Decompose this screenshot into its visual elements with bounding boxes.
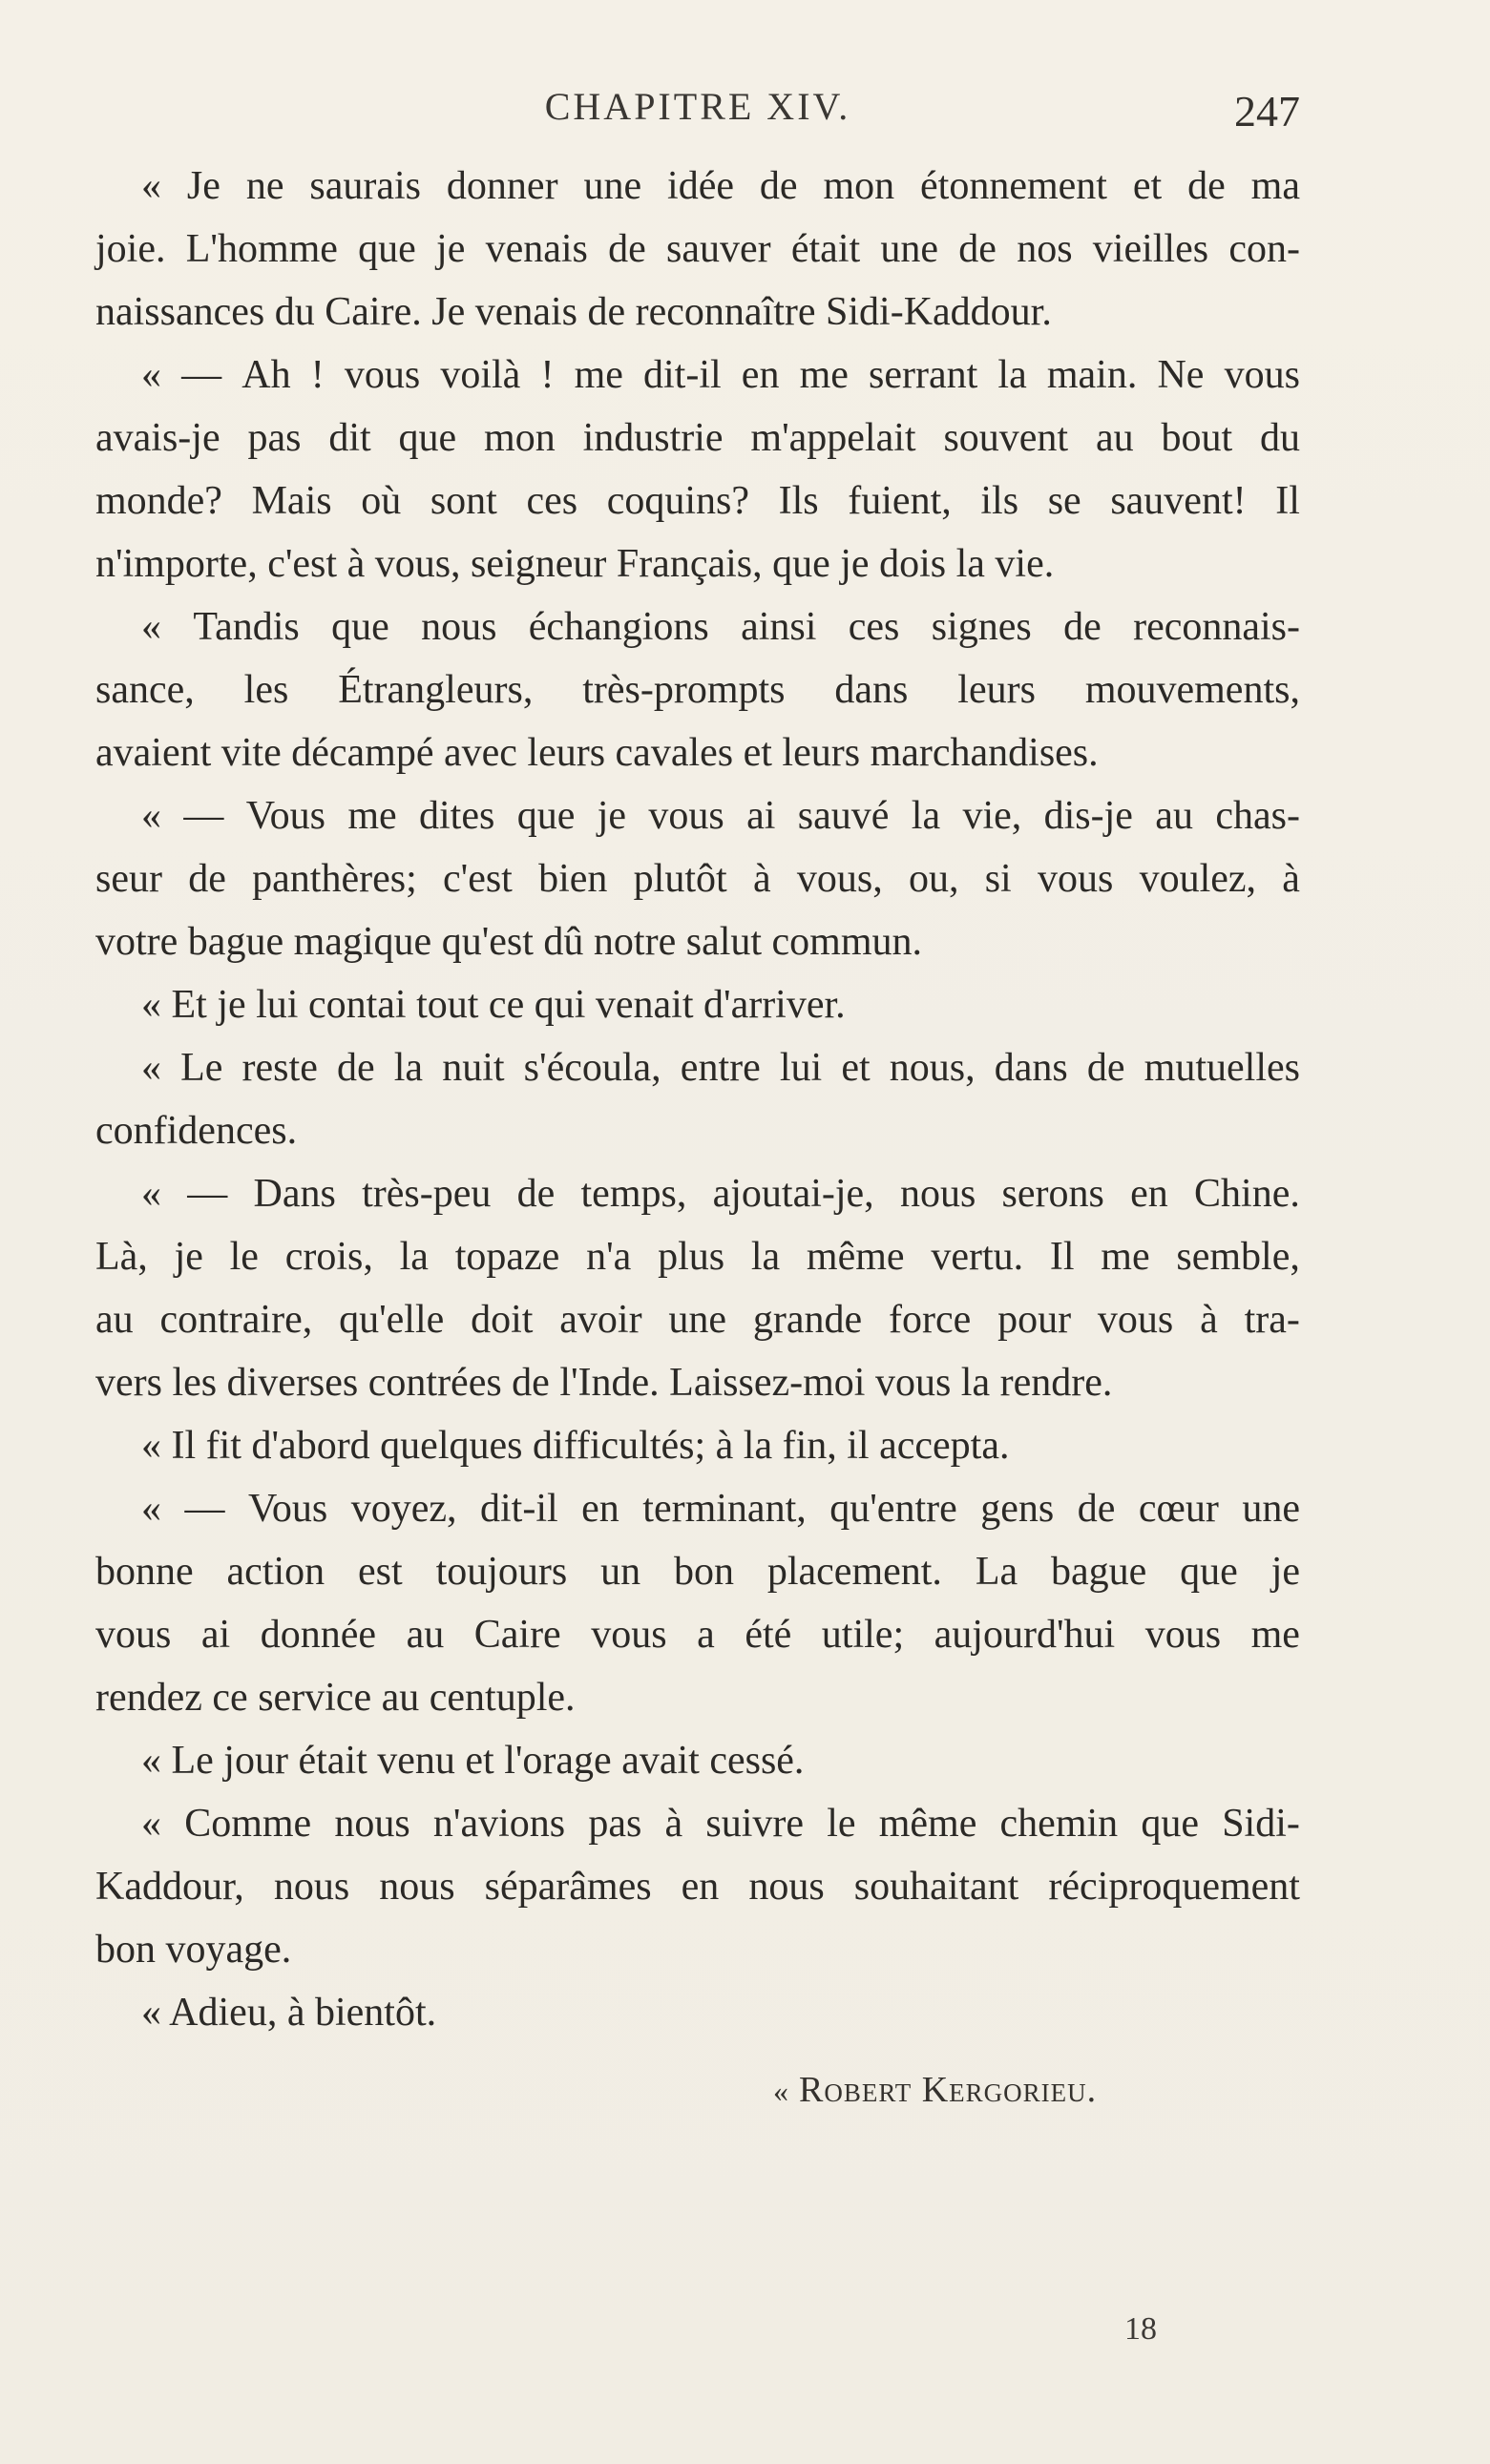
word: que bbox=[1180, 1550, 1238, 1594]
word: serons bbox=[1001, 1172, 1104, 1216]
word: est bbox=[358, 1550, 403, 1594]
word: sont bbox=[430, 479, 497, 523]
word: grande bbox=[752, 1298, 863, 1342]
word: séparâmes bbox=[484, 1865, 652, 1909]
word: fuient, bbox=[848, 479, 952, 523]
letter-signature bbox=[773, 2069, 1097, 2111]
word: saurais bbox=[309, 164, 422, 208]
word: bout bbox=[1161, 416, 1233, 460]
word: idée bbox=[667, 164, 734, 208]
word: ou, bbox=[908, 857, 959, 901]
word: — bbox=[187, 1172, 228, 1216]
word: contraire, bbox=[159, 1298, 313, 1342]
word: que bbox=[516, 794, 576, 838]
word: joie. bbox=[95, 227, 166, 271]
word: sauvent! bbox=[1110, 479, 1247, 523]
word: où bbox=[361, 479, 402, 523]
text-line bbox=[95, 910, 1300, 973]
running-head bbox=[95, 84, 1300, 141]
word: placement. bbox=[766, 1550, 942, 1594]
text-line bbox=[95, 1729, 1300, 1792]
word: donnée bbox=[260, 1613, 377, 1657]
word: mon bbox=[484, 416, 556, 460]
word: une bbox=[880, 227, 939, 271]
word: nous, bbox=[889, 1046, 976, 1090]
word: a bbox=[697, 1613, 715, 1657]
word: du bbox=[1260, 416, 1300, 460]
word: très-peu bbox=[362, 1172, 492, 1216]
text-line bbox=[95, 784, 1300, 847]
word: vous bbox=[591, 1613, 667, 1657]
word: — bbox=[184, 1487, 225, 1531]
word: topaze bbox=[454, 1235, 560, 1279]
word: serrant bbox=[869, 353, 978, 397]
word: la bbox=[393, 1046, 424, 1090]
word: nous bbox=[421, 605, 497, 649]
word: — bbox=[183, 794, 224, 838]
word: ai bbox=[746, 794, 776, 838]
word: ai bbox=[200, 1613, 231, 1657]
text-line-content: « Et je lui contai tout ce qui venait d'arriver. bbox=[141, 983, 846, 1027]
word: même bbox=[806, 1235, 905, 1279]
word: vous bbox=[1144, 1613, 1222, 1657]
word: au bbox=[406, 1613, 445, 1657]
word: vous bbox=[1097, 1298, 1174, 1342]
word: si bbox=[984, 857, 1012, 901]
word: tra- bbox=[1244, 1298, 1300, 1342]
word: pas bbox=[247, 416, 302, 460]
word: mon bbox=[823, 164, 895, 208]
word: avais-je bbox=[95, 416, 220, 460]
word: les bbox=[243, 668, 289, 712]
word: Vous bbox=[247, 1487, 328, 1531]
word: la bbox=[997, 353, 1027, 397]
word: dans bbox=[994, 1046, 1068, 1090]
text-line bbox=[95, 1981, 1300, 2044]
text-line-content: bon voyage. bbox=[95, 1928, 292, 1972]
word: que bbox=[398, 416, 457, 460]
word: de bbox=[1187, 164, 1226, 208]
text-line bbox=[95, 1351, 1300, 1414]
word: reconnais- bbox=[1133, 605, 1300, 649]
text-line bbox=[95, 595, 1300, 658]
text-line-content: « Il fit d'abord quelques difficultés; à la fin, il accepta. bbox=[141, 1424, 1010, 1468]
word: bague bbox=[1050, 1550, 1147, 1594]
word: dit-il bbox=[480, 1487, 558, 1531]
word: la bbox=[750, 1235, 781, 1279]
word: échangions bbox=[528, 605, 709, 649]
text-line bbox=[95, 658, 1300, 721]
text-line-content: rendez ce service au centuple. bbox=[95, 1676, 576, 1720]
word: qu'entre bbox=[829, 1487, 957, 1531]
word: au bbox=[1155, 794, 1193, 838]
word: suivre bbox=[705, 1802, 805, 1846]
word: « bbox=[141, 1487, 161, 1531]
word: Je bbox=[186, 164, 220, 208]
word: très-prompts bbox=[582, 668, 786, 712]
word: leurs bbox=[957, 668, 1036, 712]
word: voilà bbox=[440, 353, 521, 397]
word: chemin bbox=[999, 1802, 1119, 1846]
word: en bbox=[741, 353, 780, 397]
word: mutuelles bbox=[1144, 1046, 1300, 1090]
text-line bbox=[95, 1477, 1300, 1540]
text-line bbox=[95, 155, 1300, 218]
word: je bbox=[1270, 1550, 1300, 1594]
word: se bbox=[1047, 479, 1081, 523]
word: venais bbox=[485, 227, 588, 271]
word: c'est bbox=[442, 857, 513, 901]
word: ces bbox=[526, 479, 578, 523]
word: dans bbox=[834, 668, 909, 712]
word: même bbox=[878, 1802, 977, 1846]
word: souhaitant bbox=[853, 1865, 1019, 1909]
word: Mais bbox=[251, 479, 332, 523]
text-line-content: naissances du Caire. Je venais de reconnaître Sidi-Kaddour. bbox=[95, 290, 1052, 334]
word: sauver bbox=[666, 227, 771, 271]
word: Étrangleurs, bbox=[338, 668, 534, 712]
text-line bbox=[95, 1666, 1300, 1729]
text-line bbox=[95, 281, 1300, 344]
word: dites bbox=[419, 794, 495, 838]
word: était bbox=[790, 227, 861, 271]
text-line bbox=[95, 1288, 1300, 1351]
text-line-content: n'importe, c'est à vous, seigneur Français, que je dois la vie. bbox=[95, 542, 1055, 586]
word: « bbox=[141, 1802, 161, 1846]
word: lui bbox=[779, 1046, 823, 1090]
word: me bbox=[1101, 1235, 1150, 1279]
text-line bbox=[95, 973, 1300, 1036]
word: « bbox=[141, 605, 161, 649]
text-line-content: votre bague magique qu'est dû notre salut commun. bbox=[95, 920, 923, 964]
word: pour bbox=[997, 1298, 1072, 1342]
word: industrie bbox=[582, 416, 724, 460]
word: un bbox=[600, 1550, 641, 1594]
word: seur bbox=[95, 857, 162, 901]
text-line-content: « Le jour était venu et l'orage avait cessé. bbox=[141, 1739, 805, 1783]
word: Chine. bbox=[1194, 1172, 1300, 1216]
word: le bbox=[229, 1235, 259, 1279]
word: dis-je bbox=[1043, 794, 1133, 838]
word: donner bbox=[446, 164, 558, 208]
word: gens bbox=[980, 1487, 1055, 1531]
word: et bbox=[841, 1046, 871, 1090]
signature-quote-mark: « bbox=[773, 2074, 789, 2108]
word: Caire bbox=[473, 1613, 561, 1657]
word: me bbox=[347, 794, 397, 838]
word: ainsi bbox=[741, 605, 817, 649]
word: sauvé bbox=[797, 794, 890, 838]
word: voyez, bbox=[350, 1487, 457, 1531]
word: Le bbox=[180, 1046, 223, 1090]
word: de bbox=[336, 1046, 375, 1090]
word: en bbox=[681, 1865, 720, 1909]
word: n'a bbox=[586, 1235, 632, 1279]
word: — bbox=[181, 353, 222, 397]
word: vous bbox=[1037, 857, 1114, 901]
word: bon bbox=[673, 1550, 734, 1594]
word: vie, bbox=[962, 794, 1022, 838]
word: été bbox=[745, 1613, 792, 1657]
word: force bbox=[888, 1298, 972, 1342]
body-text bbox=[95, 155, 1300, 2044]
word: temps, bbox=[580, 1172, 687, 1216]
word: une bbox=[1242, 1487, 1300, 1531]
word: à bbox=[664, 1802, 683, 1846]
text-line bbox=[95, 1603, 1300, 1666]
word: nous bbox=[899, 1172, 976, 1216]
word: à bbox=[1200, 1298, 1218, 1342]
word: nous bbox=[334, 1802, 410, 1846]
text-line bbox=[95, 470, 1300, 532]
word: au bbox=[95, 1298, 134, 1342]
word: que bbox=[331, 605, 389, 649]
word: dit bbox=[328, 416, 371, 460]
word: « bbox=[141, 794, 161, 838]
word: réciproquement bbox=[1048, 1865, 1300, 1909]
word: ma bbox=[1250, 164, 1300, 208]
text-line bbox=[95, 1414, 1300, 1477]
word: dit-il bbox=[643, 353, 722, 397]
word: m'appelait bbox=[750, 416, 916, 460]
word: pas bbox=[588, 1802, 642, 1846]
word: « bbox=[141, 1046, 161, 1090]
word: me bbox=[574, 353, 623, 397]
word: qu'elle bbox=[339, 1298, 445, 1342]
sheet-signature: 18 bbox=[1124, 2311, 1157, 2347]
word: avoir bbox=[559, 1298, 642, 1342]
word: utile; bbox=[821, 1613, 905, 1657]
word: vous bbox=[344, 353, 421, 397]
text-line-content: « Adieu, à bientôt. bbox=[141, 1991, 437, 2035]
word: voulez, bbox=[1139, 857, 1257, 901]
word: Comme bbox=[184, 1802, 312, 1846]
word: ! bbox=[310, 353, 325, 397]
word: au bbox=[1095, 416, 1134, 460]
word: entre bbox=[680, 1046, 761, 1090]
word: me bbox=[799, 353, 849, 397]
text-line bbox=[95, 218, 1300, 281]
word: coquins? bbox=[606, 479, 750, 523]
word: main. bbox=[1046, 353, 1138, 397]
word: reste bbox=[241, 1046, 318, 1090]
word: plutôt bbox=[633, 857, 727, 901]
text-line bbox=[95, 1792, 1300, 1855]
text-line bbox=[95, 1036, 1300, 1099]
word: vieilles bbox=[1092, 227, 1209, 271]
text-line-content: confidences. bbox=[95, 1109, 298, 1153]
word: aujourd'hui bbox=[934, 1613, 1116, 1657]
text-line bbox=[95, 1225, 1300, 1288]
word: « bbox=[141, 353, 161, 397]
word: Vous bbox=[245, 794, 325, 838]
word: Il bbox=[1049, 1235, 1075, 1279]
word: Dans bbox=[253, 1172, 336, 1216]
word: ces bbox=[848, 605, 900, 649]
word: L'homme bbox=[185, 227, 338, 271]
word: de bbox=[1077, 1487, 1116, 1531]
text-line bbox=[95, 721, 1300, 784]
word: cœur bbox=[1138, 1487, 1219, 1531]
word: bien bbox=[538, 857, 608, 901]
text-line-content: avaient vite décampé avec leurs cavales et leurs marchandises. bbox=[95, 731, 1099, 775]
text-line bbox=[95, 1918, 1300, 1981]
word: ne bbox=[245, 164, 284, 208]
word: Ne bbox=[1157, 353, 1205, 397]
word: La bbox=[975, 1550, 1018, 1594]
text-line-content: vers les diverses contrées de l'Inde. Laissez-moi vous la rendre. bbox=[95, 1361, 1113, 1405]
word: monde? bbox=[95, 479, 222, 523]
word: de bbox=[1063, 605, 1102, 649]
word: vous bbox=[95, 1613, 172, 1657]
chapter-title: CHAPITRE XIV. bbox=[544, 85, 851, 128]
text-line bbox=[95, 1162, 1300, 1225]
word: Ils bbox=[778, 479, 819, 523]
text-line bbox=[95, 344, 1300, 407]
word: la bbox=[399, 1235, 429, 1279]
word: Sidi- bbox=[1222, 1802, 1300, 1846]
word: la bbox=[911, 794, 941, 838]
word: crois, bbox=[284, 1235, 373, 1279]
word: doit bbox=[471, 1298, 534, 1342]
word: bonne bbox=[95, 1550, 194, 1594]
word: con- bbox=[1228, 227, 1300, 271]
word: de bbox=[759, 164, 798, 208]
word: sance, bbox=[95, 668, 195, 712]
word: signes bbox=[931, 605, 1032, 649]
word: de bbox=[516, 1172, 556, 1216]
text-line bbox=[95, 407, 1300, 470]
word: vertu. bbox=[931, 1235, 1024, 1279]
word: de bbox=[1086, 1046, 1125, 1090]
word: à bbox=[1282, 857, 1300, 901]
word: vous bbox=[648, 794, 724, 838]
word: terminant, bbox=[642, 1487, 807, 1531]
word: nous bbox=[748, 1865, 825, 1909]
word: nous bbox=[379, 1865, 455, 1909]
word: mouvements, bbox=[1084, 668, 1300, 712]
page-number: 247 bbox=[1234, 87, 1300, 136]
word: nous bbox=[273, 1865, 350, 1909]
word: une bbox=[668, 1298, 727, 1342]
word: Kaddour, bbox=[95, 1865, 244, 1909]
word: ! bbox=[540, 353, 555, 397]
word: Ah bbox=[241, 353, 291, 397]
word: me bbox=[1250, 1613, 1300, 1657]
word: que bbox=[358, 227, 416, 271]
word: en bbox=[581, 1487, 619, 1531]
word: à bbox=[752, 857, 771, 901]
word: de bbox=[188, 857, 226, 901]
word: Tandis bbox=[193, 605, 300, 649]
word: que bbox=[1141, 1802, 1199, 1846]
word: souvent bbox=[943, 416, 1069, 460]
word: et bbox=[1132, 164, 1163, 208]
text-line bbox=[95, 1540, 1300, 1603]
text-line bbox=[95, 1099, 1300, 1162]
word: plus bbox=[658, 1235, 725, 1279]
word: je bbox=[597, 794, 627, 838]
word: chas- bbox=[1215, 794, 1300, 838]
word: une bbox=[583, 164, 642, 208]
word: nuit bbox=[442, 1046, 505, 1090]
text-line bbox=[95, 532, 1300, 595]
word: étonnement bbox=[920, 164, 1107, 208]
word: Là, bbox=[95, 1235, 148, 1279]
word: semble, bbox=[1176, 1235, 1300, 1279]
word: n'avions bbox=[432, 1802, 566, 1846]
word: le bbox=[827, 1802, 856, 1846]
signature-name: Robert Kergorieu. bbox=[799, 2070, 1098, 2110]
word: nos bbox=[1017, 227, 1073, 271]
word: en bbox=[1130, 1172, 1168, 1216]
word: vous bbox=[1224, 353, 1300, 397]
text-line bbox=[95, 1855, 1300, 1918]
word: de bbox=[958, 227, 997, 271]
word: panthères; bbox=[252, 857, 417, 901]
word: Il bbox=[1275, 479, 1300, 523]
word: ajoutai-je, bbox=[712, 1172, 874, 1216]
word: je bbox=[174, 1235, 203, 1279]
word: ils bbox=[980, 479, 1019, 523]
word: s'écoula, bbox=[523, 1046, 661, 1090]
word: je bbox=[436, 227, 466, 271]
word: « bbox=[141, 1172, 161, 1216]
word: toujours bbox=[435, 1550, 568, 1594]
word: « bbox=[141, 164, 161, 208]
word: action bbox=[226, 1550, 325, 1594]
word: vous, bbox=[796, 857, 883, 901]
text-line bbox=[95, 847, 1300, 910]
word: de bbox=[608, 227, 646, 271]
